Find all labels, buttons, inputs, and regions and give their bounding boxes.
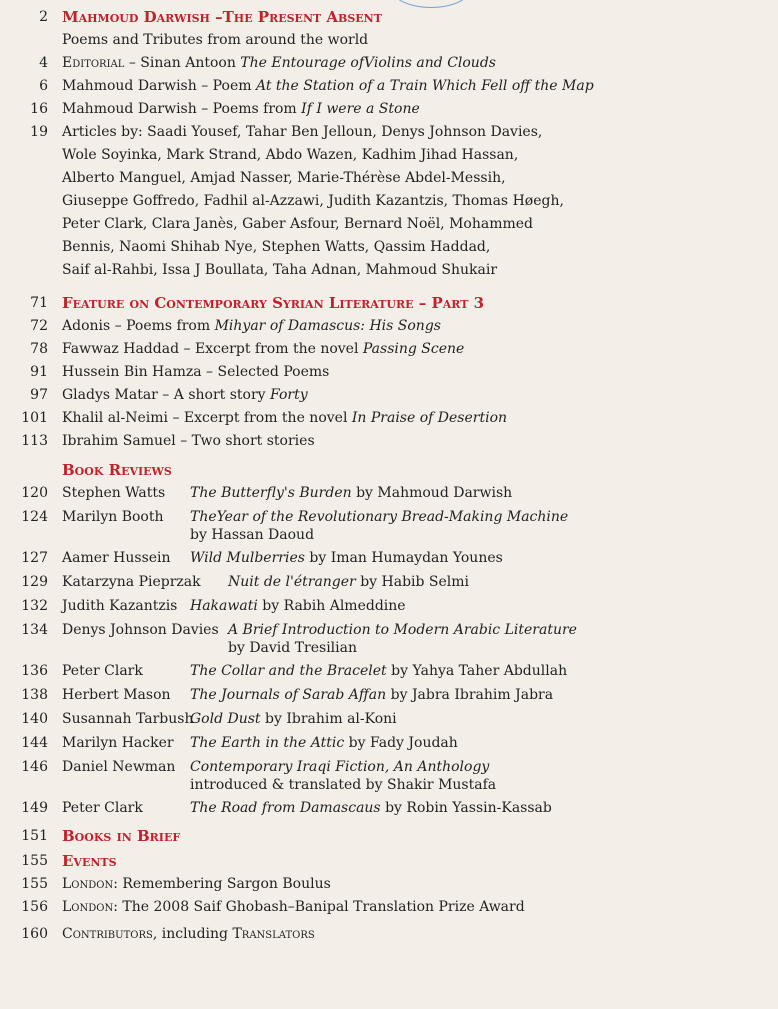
page-number: 78 bbox=[30, 341, 48, 357]
toc-heading-syrian[interactable] bbox=[0, 294, 550, 317]
review-entry[interactable] bbox=[0, 710, 550, 728]
toc-entry-contributors[interactable] bbox=[0, 925, 550, 948]
toc-entry[interactable] bbox=[0, 340, 550, 363]
reviewer-name: Marilyn Hacker bbox=[62, 735, 174, 751]
entry-label: Editorial bbox=[62, 55, 125, 71]
reviewer-name: Katarzyna Pieprzak bbox=[62, 574, 201, 590]
contributors-label: Contributors bbox=[62, 926, 153, 942]
articles-line: Peter Clark, Clara Janès, Gaber Asfour, Bernard Noël, Mohammed bbox=[62, 216, 534, 232]
entry-text bbox=[62, 54, 496, 72]
articles-continuation bbox=[0, 192, 564, 215]
book-author: by Fady Joudah bbox=[344, 735, 458, 751]
page-number: 155 bbox=[21, 876, 48, 892]
page-number: 16 bbox=[30, 101, 48, 117]
book-author: by Habib Selmi bbox=[355, 574, 470, 590]
book-author-line: introduced & translated by Shakir Mustafa bbox=[190, 777, 497, 793]
entry-author: Mahmoud Darwish – Poem bbox=[62, 78, 256, 94]
book-title: The Collar and the Bracelet bbox=[190, 663, 387, 679]
book-title: Hakawati bbox=[190, 598, 258, 614]
toc-entry[interactable] bbox=[0, 432, 550, 455]
review-book bbox=[190, 597, 740, 615]
entry-text bbox=[62, 409, 507, 427]
entry-author: – Sinan Antoon bbox=[124, 55, 241, 71]
entry-text: Hussein Bin Hamza – Selected Poems bbox=[62, 364, 330, 380]
review-book bbox=[190, 549, 740, 567]
page-number: 149 bbox=[21, 800, 48, 816]
page-number: 91 bbox=[30, 364, 48, 380]
entry-title: In Praise of Desertion bbox=[351, 410, 508, 426]
page-number: 4 bbox=[39, 55, 48, 71]
review-entry[interactable] bbox=[0, 508, 569, 544]
event-place: London bbox=[62, 876, 114, 892]
section-subheading: Poems and Tributes from around the world bbox=[62, 32, 369, 48]
book-title: The Earth in the Attic bbox=[190, 735, 345, 751]
articles-line: Wole Soyinka, Mark Strand, Abdo Wazen, Kadhim Jihad Hassan, bbox=[62, 147, 519, 163]
entry-author: Khalil al-Neimi – Excerpt from the novel bbox=[62, 410, 352, 426]
entry-title: The Entourage ofViolins and Clouds bbox=[240, 55, 496, 71]
articles-line: Articles by: Saadi Yousef, Tahar Ben Jelloun, Denys Johnson Davies, bbox=[62, 124, 543, 140]
review-entry[interactable] bbox=[0, 734, 550, 752]
reviewer-name: Peter Clark bbox=[62, 800, 143, 816]
articles-line: Saif al-Rahbi, Issa J Boullata, Taha Adnan, Mahmoud Shukair bbox=[62, 262, 498, 278]
top-ornament bbox=[390, 0, 472, 8]
page-number: 138 bbox=[21, 687, 48, 703]
page-number: 6 bbox=[39, 78, 48, 94]
review-book bbox=[190, 686, 740, 704]
book-title: A Brief Introduction to Modern Arabic Literature bbox=[228, 622, 577, 638]
page-number: 113 bbox=[21, 433, 48, 449]
toc-entry[interactable] bbox=[0, 317, 550, 340]
book-title: The Journals of Sarab Affan bbox=[190, 687, 387, 703]
review-book bbox=[190, 508, 740, 526]
review-book bbox=[190, 710, 740, 728]
review-entry[interactable] bbox=[0, 686, 554, 704]
book-author: by Iman Humaydan Younes bbox=[304, 550, 503, 566]
table-of-contents bbox=[0, 8, 594, 948]
entry-text bbox=[62, 340, 464, 358]
reviews-list bbox=[0, 484, 577, 817]
reviewer-name: Marilyn Booth bbox=[62, 509, 164, 525]
entry-author: Mahmoud Darwish – Poems from bbox=[62, 101, 302, 117]
page-number: 71 bbox=[30, 295, 48, 311]
review-entry[interactable] bbox=[0, 799, 550, 817]
reviewer-name: Stephen Watts bbox=[62, 485, 166, 501]
entry-text bbox=[62, 77, 594, 95]
articles-continuation bbox=[0, 238, 550, 261]
toc-entry[interactable] bbox=[0, 898, 550, 921]
entry-text bbox=[62, 317, 441, 335]
event-title: : Remembering Sargon Boulus bbox=[113, 876, 331, 892]
page-number: 136 bbox=[21, 663, 48, 679]
page-number: 129 bbox=[21, 574, 48, 590]
toc-heading-reviews[interactable] bbox=[0, 461, 550, 484]
page-number: 2 bbox=[39, 9, 48, 25]
review-entry[interactable] bbox=[0, 758, 550, 794]
book-title: Gold Dust bbox=[190, 711, 261, 727]
articles-continuation bbox=[0, 169, 550, 192]
event-title: : The 2008 Saif Ghobash–Banipal Translation Prize Award bbox=[113, 899, 525, 915]
reviewer-name: Peter Clark bbox=[62, 663, 143, 679]
entry-title: Mihyar of Damascus: His Songs bbox=[214, 318, 441, 334]
toc-heading-events[interactable] bbox=[0, 852, 550, 875]
page-number: 140 bbox=[21, 711, 48, 727]
review-entry[interactable] bbox=[0, 573, 550, 591]
review-book bbox=[190, 758, 740, 776]
section-heading: Books in Brief bbox=[62, 827, 181, 845]
contributors-join: , including bbox=[152, 926, 233, 942]
reviewer-name: Herbert Mason bbox=[62, 687, 171, 703]
section-heading: Events bbox=[62, 852, 117, 870]
toc-entry[interactable] bbox=[0, 409, 550, 432]
articles-continuation bbox=[0, 215, 550, 238]
book-author: by Robin Yassin-Kassab bbox=[380, 800, 552, 816]
page-number: 127 bbox=[21, 550, 48, 566]
book-title: TheYear of the Revolutionary Bread-Making Machine bbox=[190, 509, 569, 525]
reviewer-name: Daniel Newman bbox=[62, 759, 176, 775]
entry-title: At the Station of a Train Which Fell off the Map bbox=[255, 78, 594, 94]
review-entry[interactable] bbox=[0, 662, 568, 680]
articles-continuation bbox=[0, 261, 550, 284]
review-entry[interactable] bbox=[0, 484, 550, 502]
reviewer-name: Susannah Tarbush bbox=[62, 711, 194, 727]
book-title: The Road from Damascaus bbox=[190, 800, 381, 816]
entry-author: Gladys Matar – A short story bbox=[62, 387, 271, 403]
page-number: 19 bbox=[30, 124, 48, 140]
reviewer-name: Denys Johnson Davies bbox=[62, 622, 219, 638]
entry-author: Adonis – Poems from bbox=[62, 318, 215, 334]
section-heading: Book Reviews bbox=[62, 461, 172, 479]
page-number: 132 bbox=[21, 598, 48, 614]
section-heading: Feature on Contemporary Syrian Literature – Part 3 bbox=[62, 294, 485, 312]
entry-title: Passing Scene bbox=[362, 341, 465, 357]
book-author-line: by Hassan Daoud bbox=[190, 527, 315, 543]
book-author: by Mahmoud Darwish bbox=[351, 485, 513, 501]
entry-author: Fawwaz Haddad – Excerpt from the novel bbox=[62, 341, 363, 357]
page-number: 160 bbox=[21, 926, 48, 942]
book-author: by Jabra Ibrahim Jabra bbox=[386, 687, 554, 703]
toc-entry[interactable] bbox=[0, 363, 550, 386]
entry-text bbox=[62, 100, 420, 118]
book-author: by Yahya Taher Abdullah bbox=[386, 663, 568, 679]
entry-text bbox=[62, 898, 525, 916]
entry-text bbox=[62, 386, 308, 404]
book-title: Wild Mulberries bbox=[190, 550, 305, 566]
entry-title: Forty bbox=[270, 387, 308, 403]
toc-entry[interactable] bbox=[0, 77, 594, 100]
page-number: 120 bbox=[21, 485, 48, 501]
page-number: 97 bbox=[30, 387, 48, 403]
page-number: 144 bbox=[21, 735, 48, 751]
review-book bbox=[190, 662, 740, 680]
book-author: by Rabih Almeddine bbox=[257, 598, 406, 614]
book-title: Contemporary Iraqi Fiction, An Anthology bbox=[190, 759, 490, 775]
review-entry[interactable] bbox=[0, 597, 550, 615]
book-title: Nuit de l'étranger bbox=[228, 574, 356, 590]
review-book bbox=[228, 573, 778, 591]
toc-entry-articles[interactable] bbox=[0, 123, 550, 146]
event-place: London bbox=[62, 899, 114, 915]
book-author: by Ibrahim al-Koni bbox=[260, 711, 397, 727]
toc-entry[interactable] bbox=[0, 54, 550, 77]
toc-entry[interactable] bbox=[0, 386, 550, 409]
translators-label: Translators bbox=[232, 926, 315, 942]
articles-line: Alberto Manguel, Amjad Nasser, Marie-Thérèse Abdel-Messih, bbox=[62, 170, 506, 186]
entry-text bbox=[62, 925, 315, 943]
page-number: 156 bbox=[21, 899, 48, 915]
page-number: 146 bbox=[21, 759, 48, 775]
review-book bbox=[190, 734, 740, 752]
page-number: 134 bbox=[21, 622, 48, 638]
page-number: 155 bbox=[21, 853, 48, 869]
page-number: 101 bbox=[21, 410, 48, 426]
review-book bbox=[190, 799, 740, 817]
toc-heading-brief[interactable] bbox=[0, 827, 550, 850]
review-entry[interactable] bbox=[0, 621, 577, 657]
review-book bbox=[228, 621, 778, 639]
section-heading: Mahmoud Darwish –The Present Absent bbox=[62, 8, 382, 26]
page-number: 72 bbox=[30, 318, 48, 334]
review-book bbox=[190, 484, 740, 502]
toc-heading-darwish[interactable] bbox=[0, 8, 550, 31]
articles-line: Bennis, Naomi Shihab Nye, Stephen Watts, Qassim Haddad, bbox=[62, 239, 491, 255]
book-author-line: by David Tresilian bbox=[228, 640, 357, 656]
entry-text bbox=[62, 875, 331, 893]
book-title: The Butterfly's Burden bbox=[190, 485, 352, 501]
entry-title: If I were a Stone bbox=[301, 101, 420, 117]
reviewer-name: Aamer Hussein bbox=[62, 550, 171, 566]
entry-text: Ibrahim Samuel – Two short stories bbox=[62, 433, 315, 449]
articles-line: Giuseppe Goffredo, Fadhil al-Azzawi, Judith Kazantzis, Thomas Høegh, bbox=[62, 193, 564, 209]
reviewer-name: Judith Kazantzis bbox=[62, 598, 178, 614]
articles-continuation bbox=[0, 146, 550, 169]
page-number: 124 bbox=[21, 509, 48, 525]
review-entry[interactable] bbox=[0, 549, 550, 567]
toc-subheading bbox=[0, 31, 550, 54]
toc-entry[interactable] bbox=[0, 100, 550, 123]
toc-entry[interactable] bbox=[0, 875, 550, 898]
page-number: 151 bbox=[21, 828, 48, 844]
